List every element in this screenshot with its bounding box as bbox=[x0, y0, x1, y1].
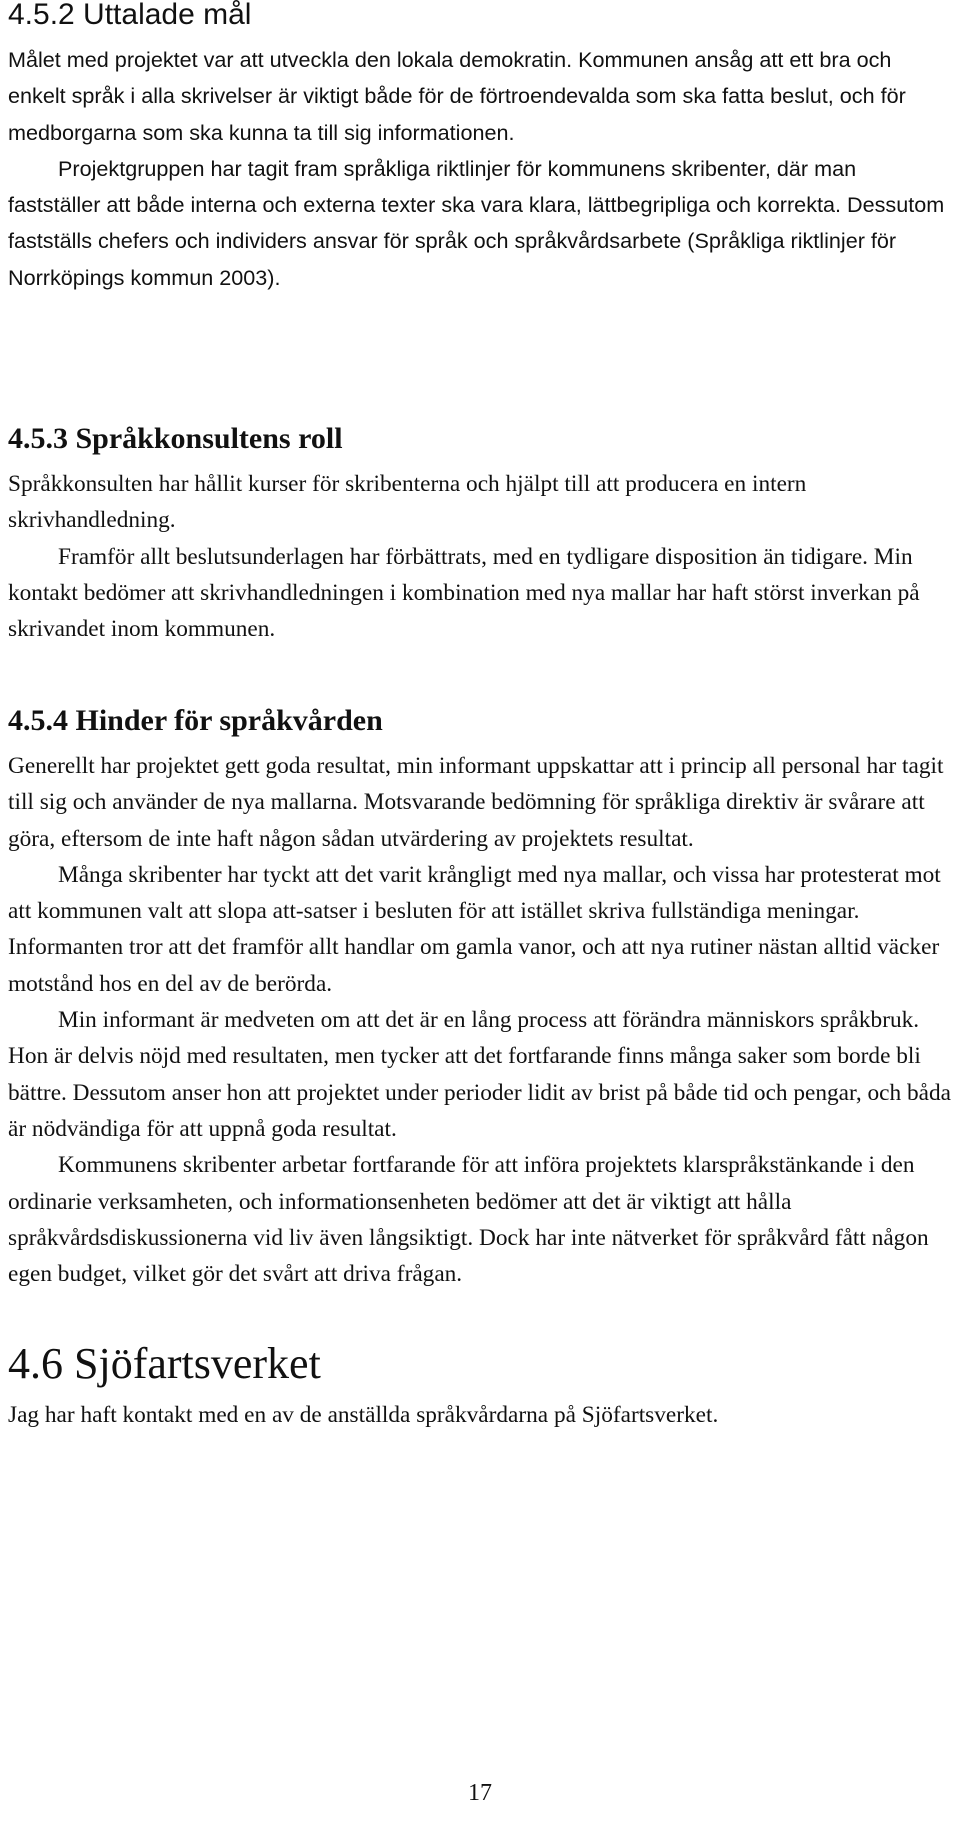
section-body-4-5-4 bbox=[8, 748, 953, 1292]
section-body-4-6 bbox=[8, 1397, 953, 1433]
paragraph: Framför allt beslutsunderlagen har förbättrats, med en tydligare disposition än tidigare. Min kontakt bedömer att skrivhandledningen i kombination med nya mallar har haft störst inverkan på skrivandet inom kommunen. bbox=[8, 543, 920, 643]
section-body-4-5-2 bbox=[8, 42, 953, 296]
paragraph: Kommunens skribenter arbetar fortfarande för att införa projektets klarspråkstänkande i den ordinarie verksamheten, och informationsenheten bedömer att det är viktigt att hålla språkvårdsdiskussionerna vid liv även långsiktigt. Dock har inte nätverket för språkvård fått någon egen budget, vilket gör det svårt att driva frågan. bbox=[8, 1152, 929, 1288]
paragraph: Språkkonsulten har hållit kurser för skribenterna och hjälpt till att producera en intern skrivhandledning. bbox=[8, 471, 807, 534]
paragraph: Målet med projektet var att utveckla den lokala demokratin. Kommunen ansåg att ett bra och enkelt språk i alla skrivelser är viktigt både för de förtroendevalda som ska fatta beslut, och för medborgarna som ska kunna ta till sig informationen. bbox=[8, 47, 906, 145]
paragraph: Jag har haft kontakt med en av de anställda språkvårdarna på Sjöfartsverket. bbox=[8, 1402, 719, 1428]
section-body-4-5-3 bbox=[8, 466, 953, 647]
section-heading-4-5-2: 4.5.2 Uttalade mål bbox=[8, 0, 252, 31]
paragraph: Min informant är medveten om att det är en lång process att förändra människors språkbruk. Hon är delvis nöjd med resultaten, men tycker att det fortfarande finns många saker som borde bli bättre. Dessutom anser hon att projektet under perioder lidit av brist på både tid och pengar, och båda är nödvändiga för att uppnå goda resultat. bbox=[8, 1007, 951, 1142]
paragraph: Projektgruppen har tagit fram språkliga riktlinjer för kommunens skribenter, där man fastställer att både interna och externa texter ska vara klara, lättbegripliga och korrekta. Dessutom fastställs chefers och individers ansvar för språk och språkvårdsarbete (Språkliga riktlinjer för Norrköpings kommun 2003). bbox=[8, 155, 945, 290]
paragraph: Generellt har projektet gett goda resultat, min informant uppskattar att i princip all personal har tagit till sig och använder de nya mallarna. Motsvarande bedömning för språkliga direktiv är svårare att göra, eftersom de inte haft någon sådan utvärdering av projektets resultat. bbox=[8, 753, 944, 852]
page-number: 17 bbox=[468, 1780, 492, 1806]
paragraph: Många skribenter har tyckt att det varit krångligt med nya mallar, och vissa har protesterat mot att kommunen valt att slopa att-satser i besluten för att istället skriva fullständiga meningar. Informanten tror att det framför allt handlar om gamla vanor, och att nya rutiner nästan alltid väcker motstånd hos en del av de berörda. bbox=[8, 861, 941, 997]
section-heading-4-6: 4.6 Sjöfartsverket bbox=[8, 1339, 321, 1388]
section-heading-4-5-3: 4.5.3 Språkkonsultens roll bbox=[8, 422, 343, 455]
section-heading-4-5-4: 4.5.4 Hinder för språkvården bbox=[8, 704, 383, 737]
